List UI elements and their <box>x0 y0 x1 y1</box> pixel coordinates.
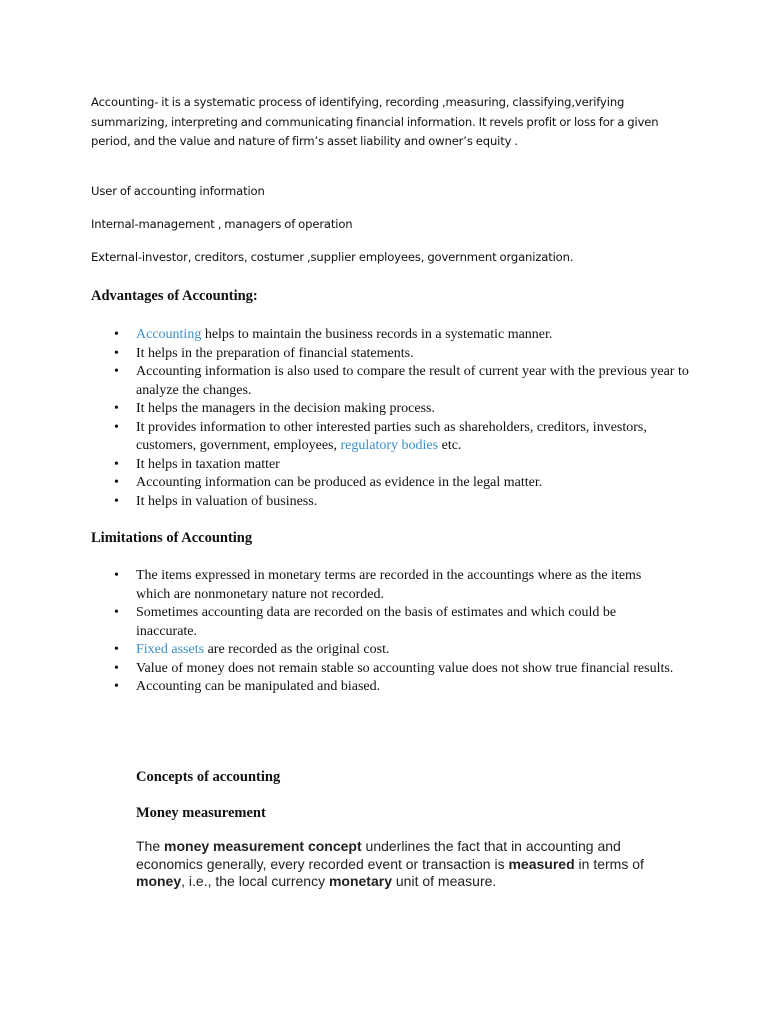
limitations-heading: Limitations of Accounting <box>91 530 253 546</box>
list-item-text: helps to maintain the business records in a systematic manner. <box>201 327 553 342</box>
list-item-text: It helps in taxation matter <box>136 456 280 472</box>
para-bold: monetary <box>328 873 392 889</box>
bullet-icon: • <box>114 456 119 472</box>
para-bold: measured <box>508 855 575 872</box>
bullet-icon: • <box>114 568 119 583</box>
list-item-text: It provides information to other interested parties such as shareholders, creditors, investors, customers, government, employees, <box>136 419 647 453</box>
para-text: unit of measure. <box>392 873 497 889</box>
list-item <box>114 641 676 660</box>
list-item <box>114 660 676 679</box>
para-text: underlines the fact that in accounting and economics generally, every recorded event or transaction is <box>136 838 621 872</box>
money-measurement-heading: Money measurement <box>136 805 266 821</box>
bullet-icon: • <box>114 679 119 694</box>
bullet-icon: • <box>114 419 119 435</box>
list-item <box>114 567 676 604</box>
advantages-list <box>114 326 696 511</box>
list-item-text: Sometimes accounting data are recorded on the basis of estimates and which could be inaccurate. <box>136 605 617 639</box>
list-item <box>114 604 676 641</box>
bullet-icon: • <box>114 605 119 620</box>
limitations-list <box>114 567 676 697</box>
bullet-icon: • <box>114 642 119 657</box>
para-text: in terms of <box>574 855 644 872</box>
bullet-icon: • <box>114 364 119 379</box>
fixed-assets-link[interactable]: Fixed assets <box>136 642 205 657</box>
bullet-icon: • <box>114 660 119 676</box>
list-item <box>114 456 696 475</box>
list-item-text: It helps in valuation of business. <box>136 493 318 509</box>
list-item-text: are recorded as the original cost. <box>204 642 390 657</box>
regulatory-bodies-link[interactable]: regulatory bodies <box>340 438 439 453</box>
list-item <box>114 326 696 345</box>
list-item <box>114 363 696 400</box>
bullet-icon: • <box>114 475 119 490</box>
accounting-link[interactable]: Accounting <box>136 327 202 342</box>
list-item-text: Accounting information is also used to compare the result of current year with the previous year to analyze the changes. <box>136 364 689 398</box>
list-item-text: It helps in the preparation of financial statements. <box>136 345 414 361</box>
list-item <box>114 345 696 364</box>
para-text: The <box>136 838 165 854</box>
money-measurement-paragraph <box>136 838 656 891</box>
para-text: , i.e., the local currency <box>181 873 329 889</box>
para-bold: money measurement concept <box>164 838 362 854</box>
list-item-text: Accounting can be manipulated and biased. <box>136 679 381 694</box>
bullet-icon: • <box>114 327 119 342</box>
intro-paragraph: Accounting- it is a systematic process of identifying, recording ,measuring, classifying,verifying summarizing, interpreting and communicating financial information. It revels profit or loss for a given period, and the value and nature of firm’s asset liability and owner’s equity . <box>91 95 659 148</box>
concepts-heading: Concepts of accounting <box>136 769 281 785</box>
list-item-text: Accounting information can be produced as evidence in the legal matter. <box>136 475 543 490</box>
external-users: External-investor, creditors, costumer ,supplier employees, government organization. <box>91 250 574 264</box>
bullet-icon: • <box>114 345 119 361</box>
list-item <box>114 678 676 697</box>
list-item-text: It helps the managers in the decision making process. <box>136 401 435 416</box>
list-item <box>114 474 696 493</box>
list-item <box>114 400 696 419</box>
internal-users: Internal-management , managers of operation <box>91 217 353 231</box>
advantages-heading: Advantages of Accounting: <box>91 288 258 304</box>
list-item <box>114 419 696 456</box>
list-item-text: Value of money does not remain stable so accounting value does not show true financial results. <box>136 660 674 676</box>
users-heading: User of accounting information <box>91 184 265 198</box>
list-item <box>114 493 696 512</box>
list-item-text: The items expressed in monetary terms are recorded in the accountings where as the items which are nonmonetary nature not recorded. <box>136 568 642 602</box>
bullet-icon: • <box>114 401 119 416</box>
bullet-icon: • <box>114 493 119 509</box>
para-bold: money <box>136 873 182 889</box>
list-item-text-after: etc. <box>438 438 462 453</box>
